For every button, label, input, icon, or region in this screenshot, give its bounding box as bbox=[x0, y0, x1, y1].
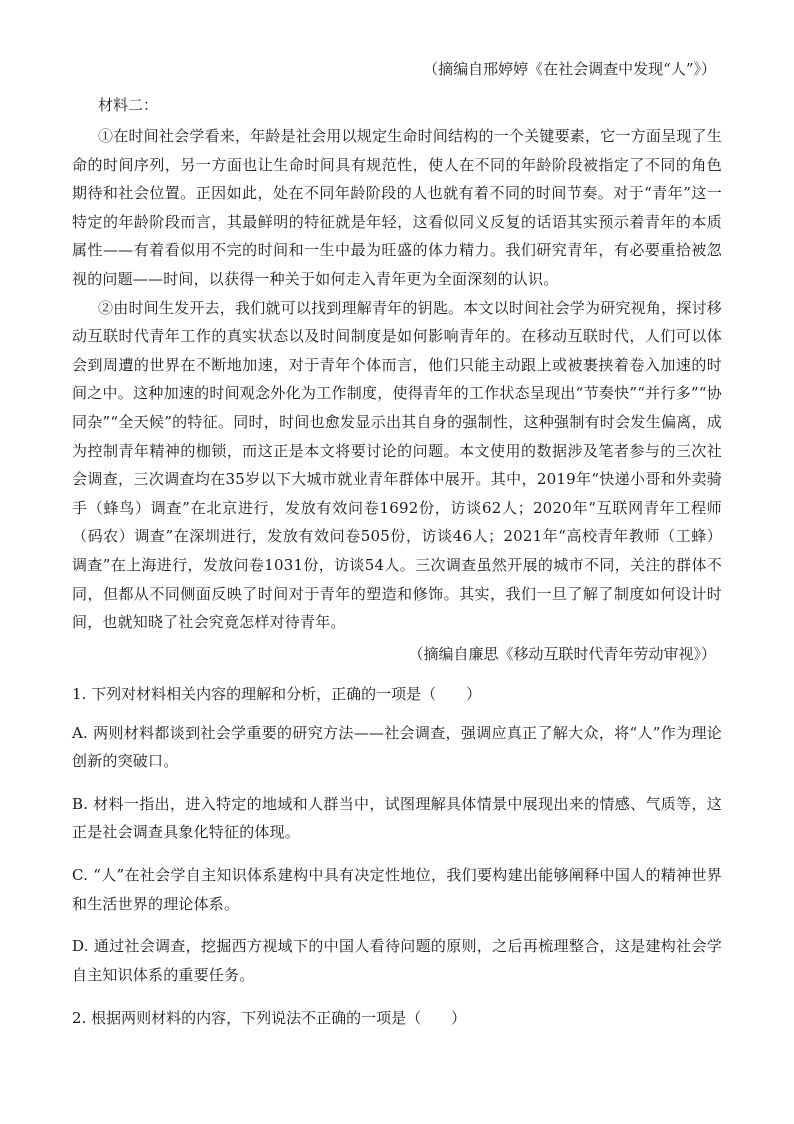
question-1-option-b: B. 材料一指出，进入特定的地域和人群当中，试图理解具体情景中展现出来的情感、气质等，这正是社会调查具象化特征的体现。 bbox=[72, 794, 722, 842]
material-2-heading: 材料二： bbox=[98, 96, 159, 114]
paragraph-1: ①在时间社会学看来，年龄是社会用以规定生命时间结构的一个关键要素，它一方面呈现了生命的时间序列，另一方面也让生命时间具有规范性，使人在不同的年龄阶段被指定了不同的角色期待和社会位置。正因如此，处在不同年龄阶段的人也就有着不同的时间节奏。对于“青年”这一特定的年龄阶段而言，其最鲜明的特征就是年轻，这看似同义反复的话语其实预示着青年的本质属性——有着看似用不完的时间和一生中最为旺盛的体力精力。我们研究青年，有必要重拾被忽视的问题——时间，以获得一种关于如何走入青年更为全面深刻的认识。 bbox=[72, 127, 722, 288]
question-2-stem: 2. 根据两则材料的内容，下列说法不正确的一项是（ ） bbox=[72, 1009, 467, 1028]
question-1-option-d: D. 通过社会调查，挖掘西方视域下的中国人看待问题的原则，之后再梳理整合，这是建构社会学自主知识体系的重要任务。 bbox=[72, 937, 722, 984]
source-citation-2: （摘编自廉思《移动互联时代青年劳动审视》） bbox=[408, 644, 716, 663]
question-1-option-a: A. 两则材料都谈到社会学重要的研究方法——社会调查，强调应真正了解大众，将“人”作为理论创新的突破口。 bbox=[72, 723, 722, 771]
question-1-stem: 1. 下列对材料相关内容的理解和分析，正确的一项是（ ） bbox=[72, 684, 482, 703]
paragraph-2: ②由时间生发开去，我们就可以找到理解青年的钥匙。本文以时间社会学为研究视角，探讨移动互联时代青年工作的真实状态以及时间制度是如何影响青年的。在移动互联时代，人们可以体会到周遭的世界在不断地加速，对于青年个体而言，他们只能主动跟上或被裹挟着卷入加速的时间之中。这种加速的时间观念外化为工作制度，使得青年的工作状态呈现出“节奏快”“并行多”“协同杂”“全天候”的特征。同时，时间也愈发显示出其自身的强制性，这种强制有时会发生偏离，成为控制青年精神的枷锁，而这正是本文将要讨论的问题。本文使用的数据涉及笔者参与的三次社会调查，三次调查均在35岁以下大城市就业青年群体中展开。其中，2019年“快递小哥和外卖骑手（蜂鸟）调查”在北京进行，发放有效问卷1692份，访谈62人；2020年“互联网青年工程师（码农）调查”在深圳进行，发放有效问卷505份，访谈46人；2021年“高校青年教师（工蜂）调查”在上海进行，发放问卷1031份，访谈54人。三次调查虽然开展的城市不同，关注的群体不同，但都从不同侧面反映了时间对于青年的塑造和修饰。其实，我们一旦了解了制度如何设计时间，也就知晓了社会究竟怎样对待青年。 bbox=[72, 298, 722, 632]
source-citation-1: （摘编自邢婷婷《在社会调查中发现“人”》） bbox=[423, 60, 716, 78]
question-1-option-c: C. “人”在社会学自主知识体系建构中具有决定性地位，我们要构建出能够阐释中国人的精神世界和生活世界的理论体系。 bbox=[72, 866, 722, 913]
